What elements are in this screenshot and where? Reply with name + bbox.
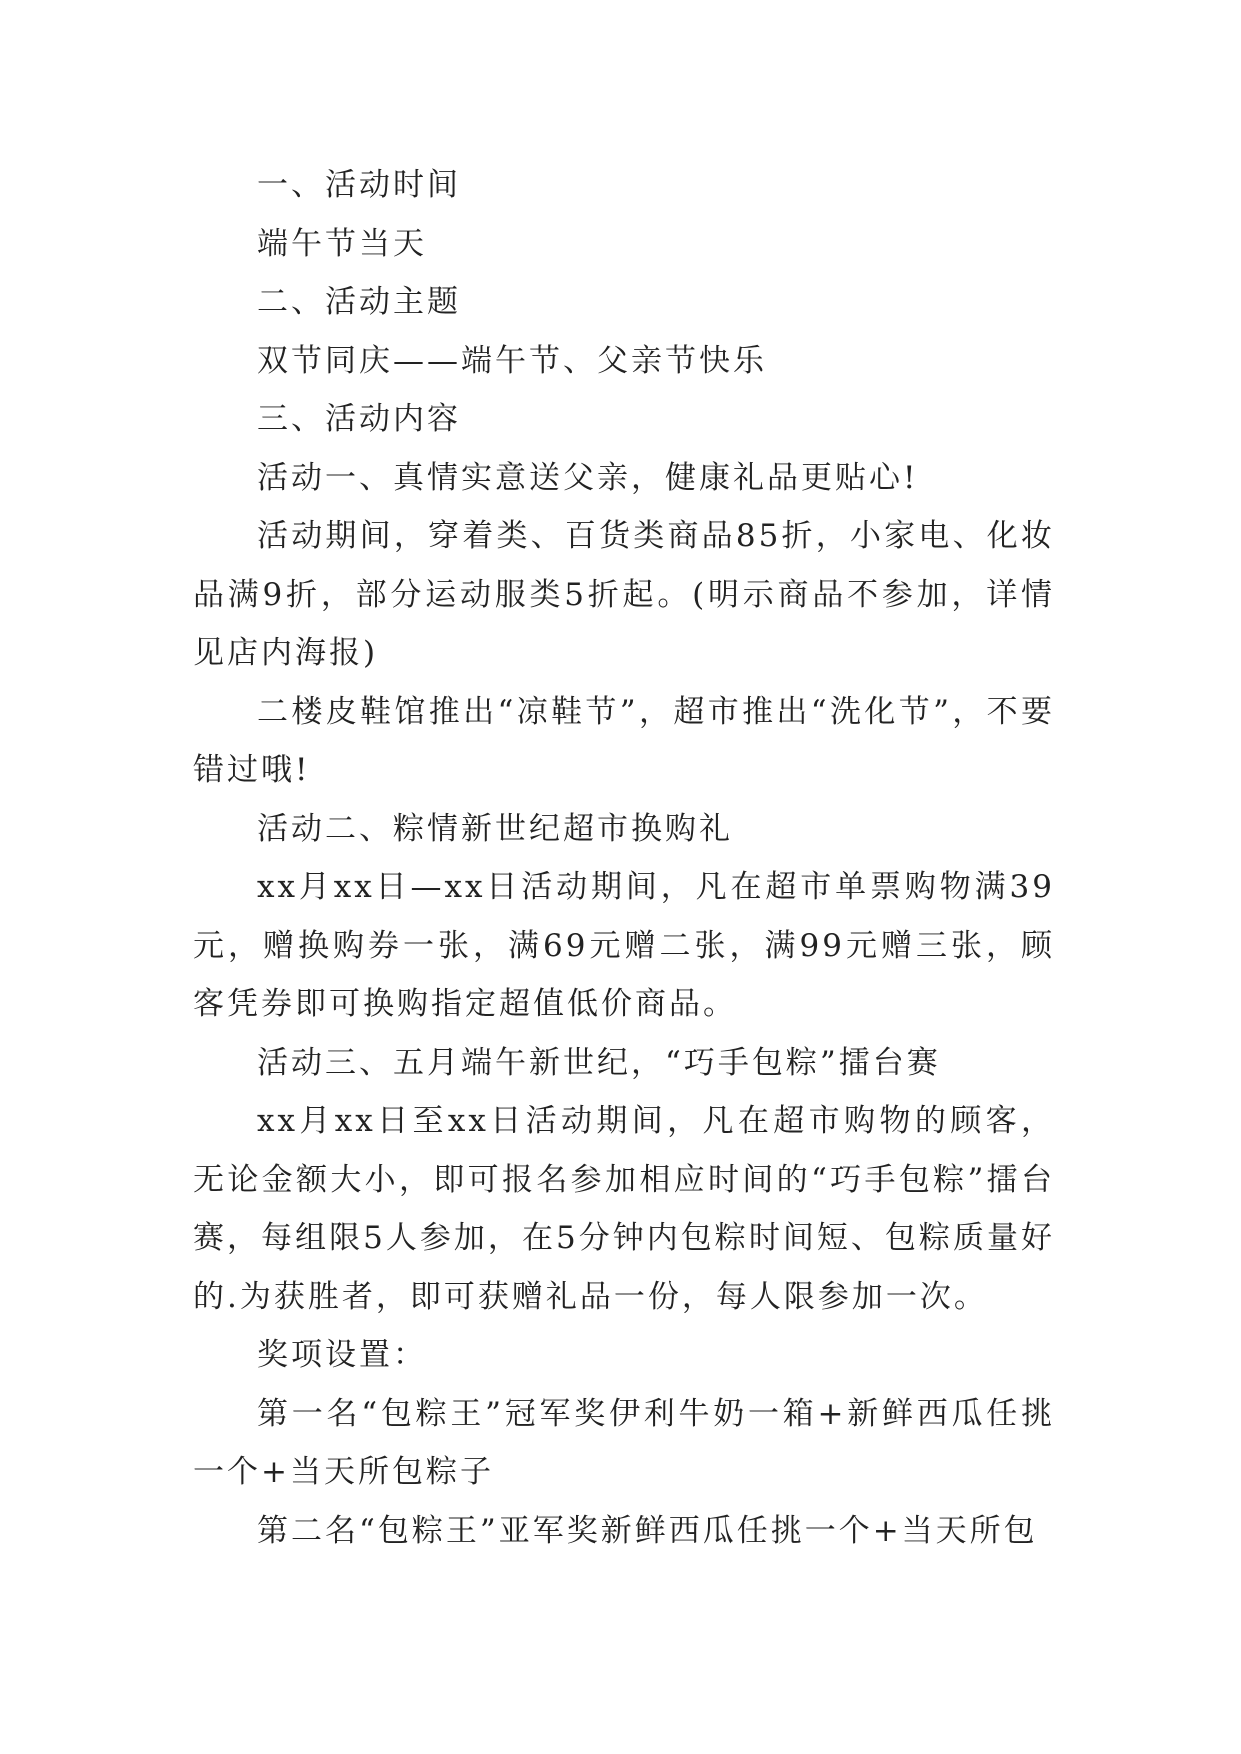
heading-activity-theme: 二、活动主题 bbox=[257, 284, 461, 320]
paragraph-activity-three: xx月xx日至xx日活动期间，凡在超市购物的顾客，无论金额大小，即可报名参加相应时间的“巧手包粽”擂台赛，每组限5人参加，在5分钟内包粽时间短、包粽质量好的.为获胜者，即可获赠礼品一份，每人限参加一次。 bbox=[193, 1103, 1055, 1315]
paragraph-activity-time: 端午节当天 bbox=[257, 225, 427, 262]
heading-activity-time: 一、活动时间 bbox=[257, 167, 461, 203]
heading-activity-content: 三、活动内容 bbox=[257, 401, 461, 437]
heading-activity-three: 活动三、五月端午新世纪，“巧手包粽”擂台赛 bbox=[257, 1044, 941, 1081]
paragraph-activity-one-discounts: 活动期间，穿着类、百货类商品85折，小家电、化妆品满9折，部分运动服类5折起。(明示商品不参加，详情见店内海报) bbox=[193, 518, 1055, 671]
paragraph-first-prize: 第一名“包粽王”冠军奖伊利牛奶一箱+新鲜西瓜任挑一个+当天所包粽子 bbox=[193, 1395, 1055, 1490]
paragraph-activity-theme: 双节同庆——端午节、父亲节快乐 bbox=[257, 342, 767, 379]
document-body bbox=[193, 156, 1055, 1560]
heading-activity-two: 活动二、粽情新世纪超市换购礼 bbox=[257, 810, 733, 847]
paragraph-second-prize: 第二名“包粽王”亚军奖新鲜西瓜任挑一个+当天所包 bbox=[257, 1512, 1038, 1549]
heading-awards: 奖项设置： bbox=[257, 1337, 427, 1373]
paragraph-activity-one-festivals: 二楼皮鞋馆推出“凉鞋节”，超市推出“洗化节”，不要错过哦! bbox=[193, 693, 1055, 788]
paragraph-activity-two: xx月xx日—xx日活动期间，凡在超市单票购物满39元，赠换购券一张，满69元赠二张，满99元赠三张，顾客凭券即可换购指定超值低价商品。 bbox=[193, 869, 1055, 1022]
heading-activity-one: 活动一、真情实意送父亲，健康礼品更贴心! bbox=[257, 459, 919, 496]
